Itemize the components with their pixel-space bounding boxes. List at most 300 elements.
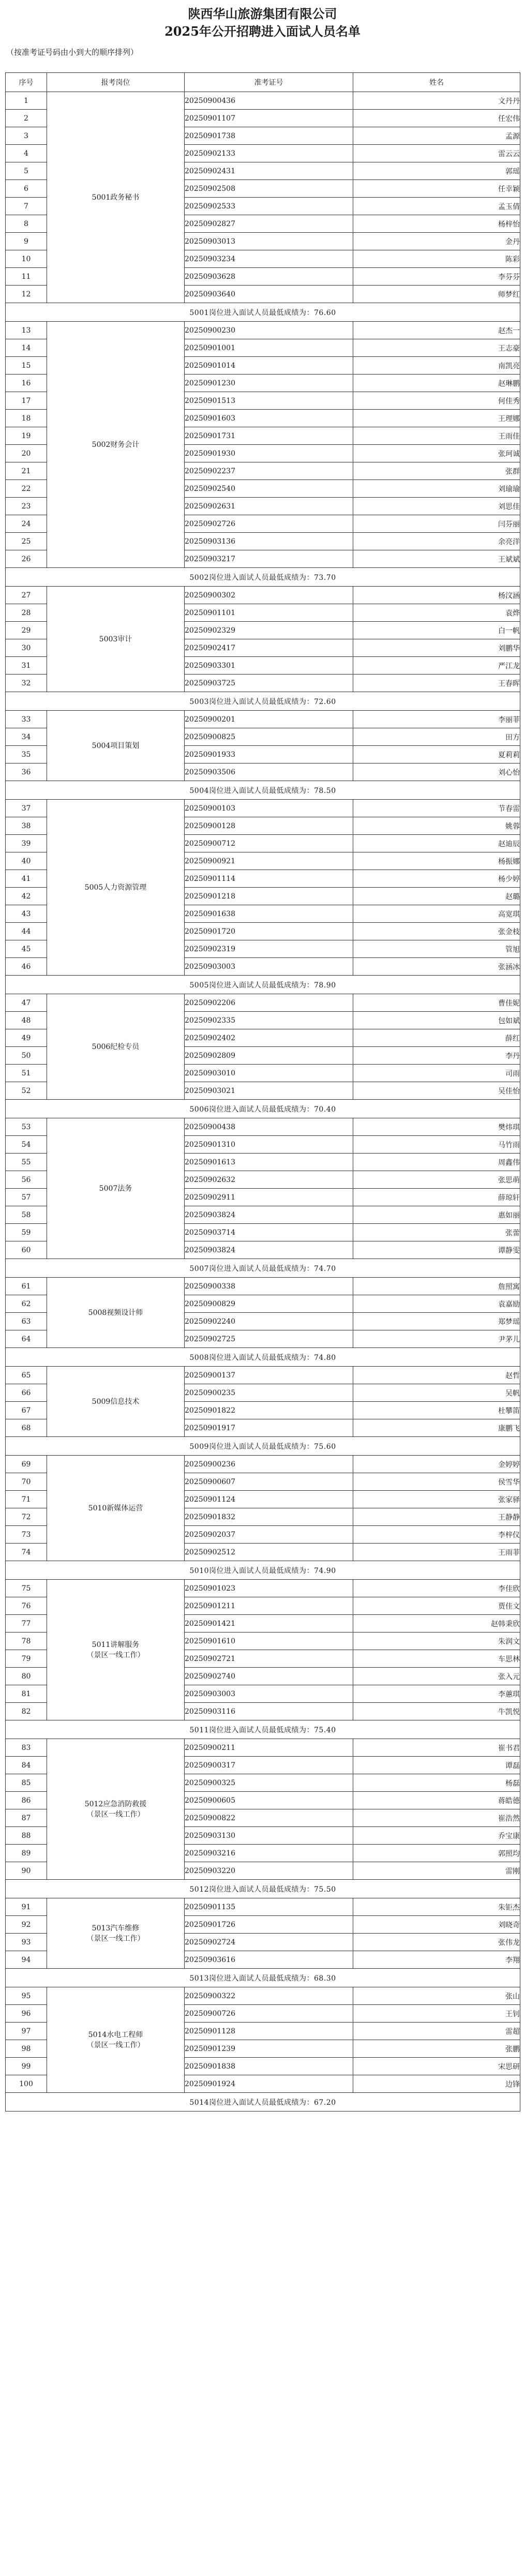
name-cell: 余亮洋: [353, 533, 520, 550]
row-number: 48: [6, 1012, 47, 1029]
position-cell: [47, 800, 185, 976]
row-number: 3: [6, 127, 47, 145]
name-cell: 严江龙: [353, 657, 520, 675]
name-cell: 赵璐: [353, 888, 520, 905]
name-cell: 杜攀笛: [353, 1402, 520, 1419]
name-cell: 张金枝: [353, 923, 520, 940]
exam-id-cell: 20250900317: [185, 1757, 353, 1774]
exam-id-cell: 20250901135: [185, 1898, 353, 1916]
min-score-summary: 5012岗位进入面试人员最低成绩为：75.50: [6, 1880, 520, 1898]
exam-id-cell: 20250902533: [185, 198, 353, 215]
exam-id-cell: 20250903628: [185, 268, 353, 286]
min-score-summary: 5010岗位进入面试人员最低成绩为：74.90: [6, 1561, 520, 1580]
exam-id-cell: 20250902431: [185, 162, 353, 180]
row-number: 13: [6, 322, 47, 339]
exam-id-cell: 20250903301: [185, 657, 353, 675]
exam-id-cell: 20250902725: [185, 1330, 353, 1348]
row-number: 6: [6, 180, 47, 198]
row-number: 45: [6, 940, 47, 958]
exam-id-cell: 20250902237: [185, 462, 353, 480]
name-cell: 王志豪: [353, 339, 520, 357]
exam-id-cell: 20250901101: [185, 604, 353, 622]
position-label: 5005人力资源管理: [84, 883, 147, 892]
exam-id-cell: 20250903220: [185, 1862, 353, 1880]
row-number: 95: [6, 1987, 47, 2005]
row-number: 69: [6, 1456, 47, 1473]
name-cell: 赵琳鹏: [353, 375, 520, 392]
exam-id-cell: 20250901720: [185, 923, 353, 940]
exam-id-cell: 20250903003: [185, 958, 353, 976]
summary-row: [6, 976, 520, 994]
exam-id-cell: 20250900325: [185, 1774, 353, 1792]
position-cell: [47, 1987, 185, 2093]
position-cell: [47, 1278, 185, 1348]
name-cell: 雷刚: [353, 1862, 520, 1880]
table-header-row: [6, 73, 520, 92]
exam-id-cell: 20250902632: [185, 1171, 353, 1189]
position-cell: [47, 1580, 185, 1720]
row-number: 29: [6, 622, 47, 639]
exam-id-cell: 20250902319: [185, 940, 353, 958]
row-number: 89: [6, 1845, 47, 1862]
row-number: 26: [6, 550, 47, 568]
row-number: 55: [6, 1154, 47, 1171]
exam-id-cell: 20250900211: [185, 1739, 353, 1757]
exam-id-cell: 20250901218: [185, 888, 353, 905]
exam-id-cell: 20250903021: [185, 1082, 353, 1100]
name-cell: 杨少婷: [353, 870, 520, 888]
row-number: 24: [6, 515, 47, 533]
row-number: 60: [6, 1241, 47, 1259]
summary-row: [6, 568, 520, 587]
row-number: 58: [6, 1206, 47, 1224]
exam-id-cell: 20250902206: [185, 994, 353, 1012]
exam-id-cell: 20250902911: [185, 1189, 353, 1206]
exam-id-cell: 20250900726: [185, 2005, 353, 2023]
exam-id-cell: 20250901014: [185, 357, 353, 375]
row-number: 49: [6, 1029, 47, 1047]
name-cell: 谭静雯: [353, 1241, 520, 1259]
exam-id-cell: 20250900921: [185, 852, 353, 870]
row-number: 22: [6, 480, 47, 498]
position-cell: [47, 587, 185, 692]
exam-id-cell: 20250903824: [185, 1241, 353, 1259]
name-cell: 张蕾: [353, 1224, 520, 1241]
row-number: 53: [6, 1118, 47, 1136]
exam-id-cell: 20250903506: [185, 763, 353, 781]
row-number: 16: [6, 375, 47, 392]
summary-row: [6, 1880, 520, 1898]
exam-id-cell: 20250900137: [185, 1367, 353, 1384]
table-row: [6, 587, 520, 604]
row-number: 61: [6, 1278, 47, 1295]
exam-id-cell: 20250900607: [185, 1473, 353, 1491]
name-cell: 郑梦瑶: [353, 1313, 520, 1330]
position-label: （景区一线工作）: [86, 2041, 145, 2049]
position-label: 5002财务会计: [92, 440, 140, 449]
exam-id-cell: 20250901230: [185, 375, 353, 392]
row-number: 14: [6, 339, 47, 357]
name-cell: 田方: [353, 728, 520, 746]
table-row: [6, 1118, 520, 1136]
position-label: （景区一线工作）: [86, 1651, 145, 1659]
row-number: 35: [6, 746, 47, 763]
position-cell: [47, 1118, 185, 1259]
min-score-summary: 5002岗位进入面试人员最低成绩为：73.70: [6, 568, 520, 587]
name-cell: 尹茅儿: [353, 1330, 520, 1348]
row-number: 7: [6, 198, 47, 215]
exam-id-cell: 20250900438: [185, 1118, 353, 1136]
exam-id-cell: 20250903130: [185, 1827, 353, 1845]
table-row: [6, 1987, 520, 2005]
summary-row: [6, 1259, 520, 1278]
row-number: 1: [6, 92, 47, 110]
name-cell: 袁烨: [353, 604, 520, 622]
name-cell: 郭照均: [353, 1845, 520, 1862]
row-number: 74: [6, 1544, 47, 1561]
exam-id-cell: 20250901933: [185, 746, 353, 763]
row-number: 86: [6, 1792, 47, 1809]
summary-row: [6, 1720, 520, 1739]
row-number: 88: [6, 1827, 47, 1845]
position-label: 5014水电工程师: [88, 2030, 143, 2039]
row-number: 33: [6, 711, 47, 728]
row-number: 43: [6, 905, 47, 923]
name-cell: 杨汶涵: [353, 587, 520, 604]
exam-id-cell: 20250902631: [185, 498, 353, 515]
row-number: 72: [6, 1508, 47, 1526]
exam-id-cell: 20250900302: [185, 587, 353, 604]
name-cell: 师梦红: [353, 286, 520, 303]
name-cell: 王雨菲: [353, 1544, 520, 1561]
exam-id-cell: 20250901128: [185, 2023, 353, 2040]
row-number: 87: [6, 1809, 47, 1827]
name-cell: 李丹: [353, 1047, 520, 1065]
exam-id-cell: 20250900236: [185, 1456, 353, 1473]
min-score-summary: 5001岗位进入面试人员最低成绩为：76.60: [6, 303, 520, 322]
row-number: 10: [6, 250, 47, 268]
row-number: 64: [6, 1330, 47, 1348]
min-score-summary: 5005岗位进入面试人员最低成绩为：78.90: [6, 976, 520, 994]
row-number: 79: [6, 1650, 47, 1668]
header-position: 报考岗位: [47, 73, 185, 92]
exam-id-cell: 20250902721: [185, 1650, 353, 1668]
name-cell: 司雨: [353, 1065, 520, 1082]
exam-id-cell: 20250901001: [185, 339, 353, 357]
name-cell: 吴佳怡: [353, 1082, 520, 1100]
position-cell: [47, 994, 185, 1100]
name-cell: 朱钜杰: [353, 1898, 520, 1916]
name-cell: 张思萌: [353, 1171, 520, 1189]
row-number: 90: [6, 1862, 47, 1880]
row-number: 70: [6, 1473, 47, 1491]
exam-id-cell: 20250902335: [185, 1012, 353, 1029]
row-number: 15: [6, 357, 47, 375]
exam-id-cell: 20250903616: [185, 1951, 353, 1969]
table-row: [6, 800, 520, 817]
exam-id-cell: 20250900230: [185, 322, 353, 339]
table-row: [6, 1367, 520, 1384]
exam-id-cell: 20250901211: [185, 1597, 353, 1615]
name-cell: 周鑫伟: [353, 1154, 520, 1171]
name-cell: 牛凯悦: [353, 1703, 520, 1720]
row-number: 100: [6, 2075, 47, 2093]
position-label: 5006纪检专员: [92, 1042, 140, 1051]
row-number: 80: [6, 1668, 47, 1685]
exam-id-cell: 20250901513: [185, 392, 353, 410]
position-label: 5012应急消防救援: [84, 1800, 147, 1808]
exam-id-cell: 20250903136: [185, 533, 353, 550]
exam-id-cell: 20250902540: [185, 480, 353, 498]
row-number: 32: [6, 675, 47, 692]
name-cell: 张珂诚: [353, 445, 520, 462]
exam-id-cell: 20250901114: [185, 870, 353, 888]
exam-id-cell: 20250903216: [185, 1845, 353, 1862]
row-number: 67: [6, 1402, 47, 1419]
row-number: 30: [6, 639, 47, 657]
position-cell: [47, 1456, 185, 1561]
exam-id-cell: 20250901124: [185, 1491, 353, 1508]
name-cell: 张山: [353, 1987, 520, 2005]
min-score-summary: 5004岗位进入面试人员最低成绩为：78.50: [6, 781, 520, 800]
exam-id-cell: 20250900822: [185, 1809, 353, 1827]
row-number: 73: [6, 1526, 47, 1544]
name-cell: 孟玉倩: [353, 198, 520, 215]
name-cell: 杨梓怡: [353, 215, 520, 233]
candidate-table: [5, 72, 520, 2111]
name-cell: 金丹: [353, 233, 520, 250]
name-cell: 李蕙琪: [353, 1685, 520, 1703]
exam-id-cell: 20250900201: [185, 711, 353, 728]
exam-id-cell: 20250902726: [185, 515, 353, 533]
row-number: 27: [6, 587, 47, 604]
table-row: [6, 711, 520, 728]
name-cell: 边锋: [353, 2075, 520, 2093]
position-label: 5004项目策划: [92, 741, 140, 750]
name-cell: 文丹丹: [353, 92, 520, 110]
position-label: 5013汽车维修: [92, 1924, 140, 1933]
position-label: （景区一线工作）: [86, 1934, 145, 1943]
summary-row: [6, 692, 520, 711]
name-cell: 赵韩秉欣: [353, 1615, 520, 1633]
name-cell: 詹照寓: [353, 1278, 520, 1295]
row-number: 31: [6, 657, 47, 675]
table-row: [6, 1580, 520, 1597]
name-cell: 刘鹏华: [353, 639, 520, 657]
exam-id-cell: 20250901310: [185, 1136, 353, 1154]
exam-id-cell: 20250900605: [185, 1792, 353, 1809]
row-number: 66: [6, 1384, 47, 1402]
exam-id-cell: 20250901822: [185, 1402, 353, 1419]
min-score-summary: 5007岗位进入面试人员最低成绩为：74.70: [6, 1259, 520, 1278]
name-cell: 杨磊: [353, 1774, 520, 1792]
name-cell: 李佳欣: [353, 1580, 520, 1597]
name-cell: 任幸颖: [353, 180, 520, 198]
name-cell: 王钊: [353, 2005, 520, 2023]
name-cell: 王斌斌: [353, 550, 520, 568]
exam-id-cell: 20250901917: [185, 1419, 353, 1437]
row-number: 94: [6, 1951, 47, 1969]
name-cell: 张群: [353, 462, 520, 480]
row-number: 63: [6, 1313, 47, 1330]
header-name: 姓名: [353, 73, 520, 92]
row-number: 56: [6, 1171, 47, 1189]
row-number: 68: [6, 1419, 47, 1437]
row-number: 38: [6, 817, 47, 835]
exam-id-cell: 20250900128: [185, 817, 353, 835]
name-cell: 刘心怡: [353, 763, 520, 781]
position-label: 5009信息技术: [92, 1397, 140, 1406]
exam-id-cell: 20250901603: [185, 410, 353, 427]
row-number: 47: [6, 994, 47, 1012]
exam-id-cell: 20250902740: [185, 1668, 353, 1685]
position-cell: [47, 1739, 185, 1880]
exam-id-cell: 20250901726: [185, 1916, 353, 1934]
summary-row: [6, 1561, 520, 1580]
name-cell: 李翔: [353, 1951, 520, 1969]
name-cell: 马竹雨: [353, 1136, 520, 1154]
name-cell: 吴帆: [353, 1384, 520, 1402]
exam-id-cell: 20250903234: [185, 250, 353, 268]
row-number: 71: [6, 1491, 47, 1508]
exam-id-cell: 20250901610: [185, 1633, 353, 1650]
row-number: 51: [6, 1065, 47, 1082]
exam-id-cell: 20250903824: [185, 1206, 353, 1224]
exam-id-cell: 20250903217: [185, 550, 353, 568]
row-number: 76: [6, 1597, 47, 1615]
header-exam-id: 准考证号: [185, 73, 353, 92]
row-number: 65: [6, 1367, 47, 1384]
min-score-summary: 5014岗位进入面试人员最低成绩为：67.20: [6, 2093, 520, 2111]
name-cell: 张家驿: [353, 1491, 520, 1508]
name-cell: 姚蓉: [353, 817, 520, 835]
row-number: 62: [6, 1295, 47, 1313]
name-cell: 南凯亮: [353, 357, 520, 375]
name-cell: 李芬芬: [353, 268, 520, 286]
row-number: 59: [6, 1224, 47, 1241]
row-number: 93: [6, 1934, 47, 1951]
row-number: 23: [6, 498, 47, 515]
exam-id-cell: 20250900103: [185, 800, 353, 817]
name-cell: 张涵冰: [353, 958, 520, 976]
row-number: 54: [6, 1136, 47, 1154]
row-number: 78: [6, 1633, 47, 1650]
exam-id-cell: 20250902508: [185, 180, 353, 198]
exam-id-cell: 20250901613: [185, 1154, 353, 1171]
min-score-summary: 5006岗位进入面试人员最低成绩为：70.40: [6, 1100, 520, 1118]
summary-row: [6, 2093, 520, 2111]
table-row: [6, 92, 520, 110]
row-number: 28: [6, 604, 47, 622]
exam-id-cell: 20250903640: [185, 286, 353, 303]
exam-id-cell: 20250902133: [185, 145, 353, 162]
exam-id-cell: 20250900829: [185, 1295, 353, 1313]
row-number: 84: [6, 1757, 47, 1774]
exam-id-cell: 20250901023: [185, 1580, 353, 1597]
name-cell: 张伟龙: [353, 1934, 520, 1951]
name-cell: 郭瑶: [353, 162, 520, 180]
exam-id-cell: 20250903725: [185, 675, 353, 692]
exam-id-cell: 20250903116: [185, 1703, 353, 1720]
min-score-summary: 5013岗位进入面试人员最低成绩为：68.30: [6, 1969, 520, 1987]
row-number: 82: [6, 1703, 47, 1720]
row-number: 21: [6, 462, 47, 480]
row-number: 92: [6, 1916, 47, 1934]
position-cell: [47, 1367, 185, 1437]
position-label: 5003审计: [99, 635, 132, 643]
name-cell: 白一帆: [353, 622, 520, 639]
exam-id-cell: 20250902827: [185, 215, 353, 233]
exam-id-cell: 20250902402: [185, 1029, 353, 1047]
exam-id-cell: 20250901832: [185, 1508, 353, 1526]
exam-id-cell: 20250902037: [185, 1526, 353, 1544]
row-number: 75: [6, 1580, 47, 1597]
row-number: 96: [6, 2005, 47, 2023]
name-cell: 王理娜: [353, 410, 520, 427]
row-number: 91: [6, 1898, 47, 1916]
name-cell: 闫芬丽: [353, 515, 520, 533]
row-number: 42: [6, 888, 47, 905]
exam-id-cell: 20250901731: [185, 427, 353, 445]
row-number: 19: [6, 427, 47, 445]
row-number: 85: [6, 1774, 47, 1792]
exam-id-cell: 20250900338: [185, 1278, 353, 1295]
exam-id-cell: 20250900712: [185, 835, 353, 852]
exam-id-cell: 20250901239: [185, 2040, 353, 2058]
name-cell: 袁嘉励: [353, 1295, 520, 1313]
row-number: 40: [6, 852, 47, 870]
name-cell: 张鹏: [353, 2040, 520, 2058]
name-cell: 张入元: [353, 1668, 520, 1685]
row-number: 4: [6, 145, 47, 162]
exam-id-cell: 20250902329: [185, 622, 353, 639]
row-number: 41: [6, 870, 47, 888]
name-cell: 刘思佳: [353, 498, 520, 515]
name-cell: 赵哲: [353, 1367, 520, 1384]
sort-note: （按准考证号码由小到大的顺序排列）: [6, 48, 139, 57]
name-cell: 康鹏飞: [353, 1419, 520, 1437]
exam-id-cell: 20250901738: [185, 127, 353, 145]
exam-id-cell: 20250903714: [185, 1224, 353, 1241]
min-score-summary: 5003岗位进入面试人员最低成绩为：72.60: [6, 692, 520, 711]
position-label: 5007法务: [99, 1184, 132, 1193]
name-cell: 崔浩然: [353, 1809, 520, 1827]
row-number: 5: [6, 162, 47, 180]
row-number: 39: [6, 835, 47, 852]
exam-id-cell: 20250902809: [185, 1047, 353, 1065]
name-cell: 王静静: [353, 1508, 520, 1526]
exam-id-cell: 20250901421: [185, 1615, 353, 1633]
row-number: 8: [6, 215, 47, 233]
min-score-summary: 5009岗位进入面试人员最低成绩为：75.60: [6, 1437, 520, 1456]
table-row: [6, 1739, 520, 1757]
row-number: 83: [6, 1739, 47, 1757]
name-cell: 朱润文: [353, 1633, 520, 1650]
name-cell: 谭磊: [353, 1757, 520, 1774]
table-body: [6, 92, 520, 2111]
row-number: 34: [6, 728, 47, 746]
row-number: 77: [6, 1615, 47, 1633]
name-cell: 雷云云: [353, 145, 520, 162]
min-score-summary: 5011岗位进入面试人员最低成绩为：75.40: [6, 1720, 520, 1739]
table-row: [6, 1278, 520, 1295]
row-number: 18: [6, 410, 47, 427]
exam-id-cell: 20250902240: [185, 1313, 353, 1330]
row-number: 2: [6, 110, 47, 127]
position-label: 5008视频设计师: [88, 1308, 143, 1317]
name-cell: 崔书君: [353, 1739, 520, 1757]
summary-row: [6, 1969, 520, 1987]
